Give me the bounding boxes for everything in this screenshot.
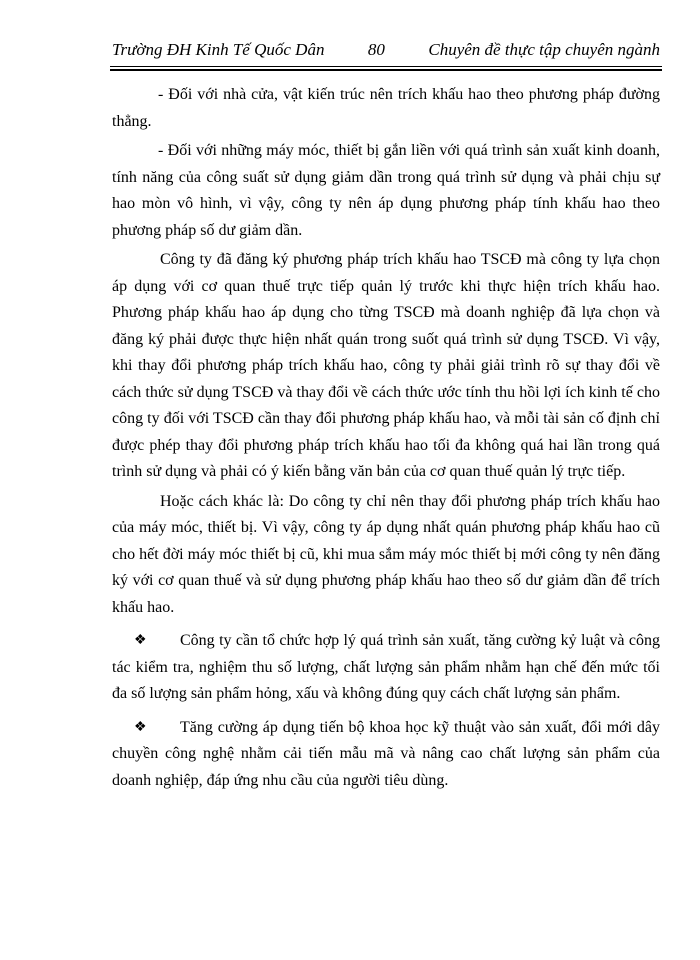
bullet-text: Tăng cường áp dụng tiến bộ khoa học kỹ thuật vào sản xuất, đổi mới dây chuyền công nghệ nhằm cải tiến mẫu mã và nâng cao chất lượng sản phẩm của doanh nghiệp, đáp ứng nhu cầu của người tiêu dùng. bbox=[112, 718, 660, 789]
header-school-name: Trường ĐH Kinh Tế Quốc Dân bbox=[112, 40, 325, 59]
paragraph-alternative-method: Hoặc cách khác là: Do công ty chỉ nên thay đổi phương pháp trích khấu hao của máy móc, thiết bị. Vì vậy, công ty áp dụng nhất quán phương pháp khấu hao cũ cho hết đời máy móc thiết bị cũ, khi mua sắm máy móc thiết bị mới công ty nên đăng ký với cơ quan thuế và sử dụng phương pháp khấu hao theo số dư giảm dần để trích khấu hao. bbox=[112, 492, 660, 616]
document-body bbox=[112, 82, 660, 794]
header-divider-thin bbox=[110, 66, 662, 67]
header-divider-thick bbox=[110, 69, 662, 71]
header-document-title: Chuyên đề thực tập chuyên ngành bbox=[428, 40, 660, 59]
paragraph-registration-method: Công ty đã đăng ký phương pháp trích khấu hao TSCĐ mà công ty lựa chọn áp dụng với cơ quan thuế trực tiếp quản lý trước khi thực hiện trích khấu hao. Phương pháp khấu hao áp dụng cho từng TSCĐ mà doanh nghiệp đã lựa chọn và đăng ký phải được thực hiện nhất quán trong suốt quá trình sử dụng TSCĐ. Vì vậy, khi thay đổi phương pháp trích khấu hao, công ty phải giải trình rõ sự thay đổi về cách thức sử dụng TSCĐ và thay đổi về cách thức ước tính thu hồi lợi ích kinh tế cho công ty đối với TSCĐ cần thay đổi phương pháp khấu hao, và mỗi tài sản cố định chỉ được phép thay đổi phương pháp trích khấu hao tối đa không quá hai lần trong quá trình sử dụng và phải có ý kiến bằng văn bản của cơ quan thuế quản lý trực tiếp. bbox=[112, 251, 660, 480]
diamond-bullet-icon: ❖ bbox=[134, 719, 147, 735]
header-page-number: 80 bbox=[367, 40, 385, 59]
paragraph-machinery-depreciation: - Đối với những máy móc, thiết bị gắn liền với quá trình sản xuất kinh doanh, tính năng của công suất sử dụng giảm dần trong quá trình sử dụng và phải chịu sự hao mòn vô hình, vì vậy, công ty nên áp dụng phương pháp tính khấu hao theo phương pháp số dư giảm dần. bbox=[112, 142, 660, 239]
bullet-text: Công ty cần tổ chức hợp lý quá trình sản xuất, tăng cường kỷ luật và công tác kiểm tra, nghiệm thu số lượng, chất lượng sản phẩm nhằm hạn chế đến mức tối đa số lượng sản phẩm hỏng, xấu và không đúng quy cách chất lượng sản phẩm. bbox=[112, 632, 660, 702]
bullet-item-technology-application bbox=[112, 715, 660, 795]
bullet-item-production-organization bbox=[112, 628, 660, 708]
page-header bbox=[112, 40, 660, 60]
diamond-bullet-icon: ❖ bbox=[134, 633, 147, 648]
paragraph-buildings-depreciation: - Đối với nhà cửa, vật kiến trúc nên trích khấu hao theo phương pháp đường thẳng. bbox=[112, 86, 660, 130]
